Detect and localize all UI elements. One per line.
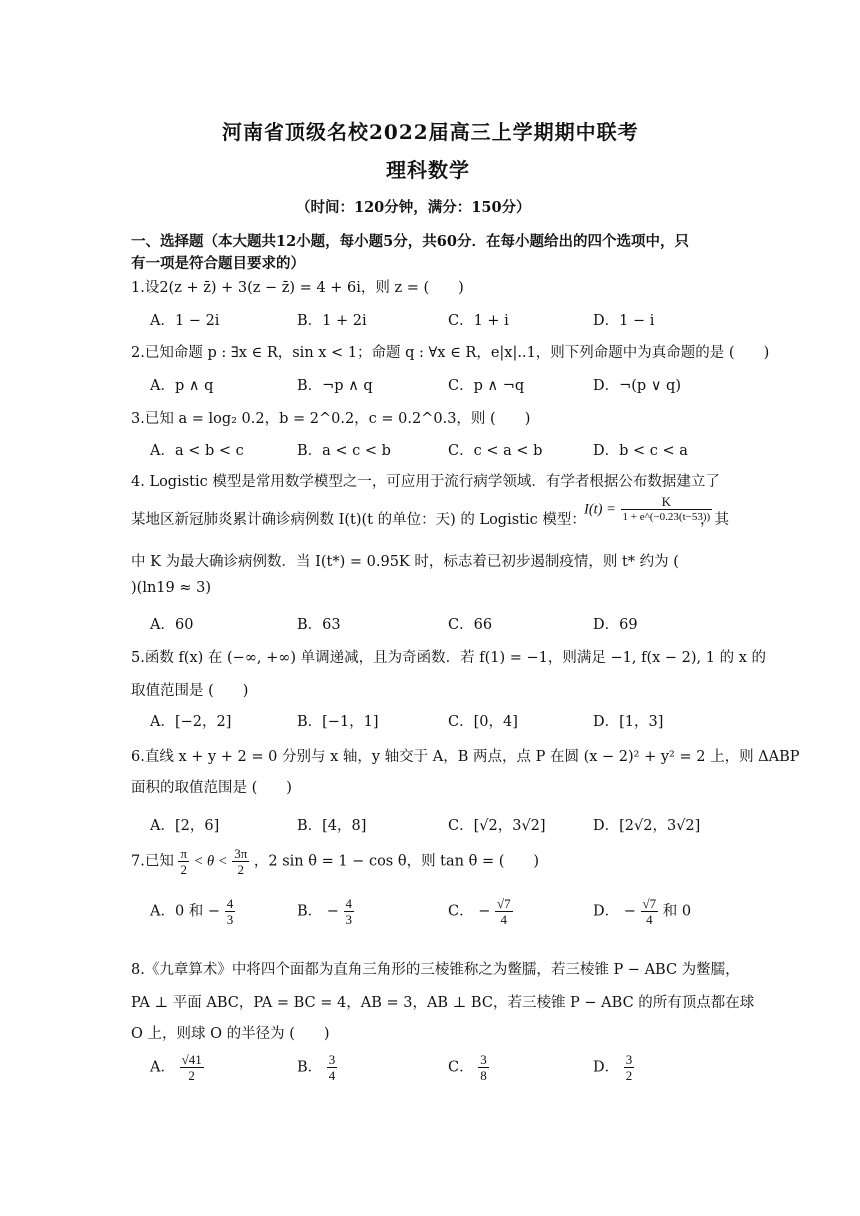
q7-c-sign: − [478,903,491,920]
question-3-stem: 3.已知 a = log₂ 0.2，b = 2^0.2，c = 0.2^0.3，则 ( ) [131,411,531,427]
q7-c-frac [495,896,513,927]
q6-option-b: B．[4，8] [297,818,367,834]
q5-option-b: B．[−1，1] [297,714,379,730]
q8-a-frac [180,1052,204,1083]
q7-b-label: B． [297,903,323,920]
q7-option-b [297,896,354,927]
q1-option-c: C．1 + i [448,313,509,329]
q7-rest: ，2 sin θ = 1 − cos θ，则 tan θ = ( ) [253,853,540,870]
question-5-stem-line2: 取值范围是 ( ) [131,683,249,699]
q8-d-label: D． [593,1059,620,1076]
question-4-stem-line1: 4. Logistic 模型是常用数学模型之一，可应用于流行病学领域．有学者根据公布数据建立了 [131,474,720,490]
q2-option-c: C．p ∧ ¬q [448,378,525,394]
q4-option-c: C．66 [448,617,493,633]
q7-d-frac [641,896,659,927]
q7-a-den: 3 [226,912,234,927]
q7-b-den: 3 [345,912,353,927]
q4-option-b: B．63 [297,617,341,633]
question-2-stem: 2.已知命题 p : ∃x ∈ R，sin x < 1；命题 q : ∀x ∈ R，e|x|..1，则下列命题中为真命题的是 ( ) [131,345,770,361]
q1-option-a: A．1 − 2i [150,313,220,329]
question-8-stem-line2: PA ⊥ 平面 ABC，PA = BC = 4，AB = 3，AB ⊥ BC，若三棱锥 P − ABC 的所有顶点都在球 [131,995,755,1011]
q1-option-d: D．1 − i [593,313,655,329]
question-8-stem-line3: O 上，则球 O 的半径为 ( ) [131,1026,330,1042]
q7-a-num: 4 [226,896,234,911]
q8-d-frac [624,1052,635,1083]
q7-c-label: C． [448,903,474,920]
q7-ineq: < θ < [193,853,228,870]
q8-b-frac [327,1052,338,1083]
question-5-stem-line1: 5.函数 f(x) 在 (−∞, +∞) 单调递减，且为奇函数．若 f(1) = −1，则满足 −1, f(x − 2), 1 的 x 的 [131,650,766,666]
subject-title: 理科数学 [386,158,470,182]
q7-frac-pi-2 [178,846,189,877]
q8-c-den: 8 [480,1068,487,1083]
q8-b-label: B． [297,1059,323,1076]
q7-frac-3pi-2 [232,846,249,877]
q8-b-den: 4 [328,1068,336,1083]
q7-d-label: D． [593,903,620,920]
q5-option-a: A．[−2，2] [150,714,232,730]
q3-option-a: A．a < b < c [150,443,244,459]
q8-b-num: 3 [328,1052,336,1067]
formula-fraction [621,494,713,525]
q5-option-d: D．[1，3] [593,714,664,730]
exam-title: 河南省顶级名校2022届高三上学期期中联考 [222,120,639,144]
q8-option-b [297,1052,337,1083]
q7-a-label: A．0 和 [150,903,204,920]
q7-b-num: 4 [345,896,353,911]
q3-option-b: B．a < c < b [297,443,391,459]
q8-c-frac [478,1052,489,1083]
q7-frac2-num: 3π [234,846,248,861]
q7-d-num: √7 [642,896,657,911]
q7-option-a [150,896,235,927]
q6-option-d: D．[2√2，3√2] [593,818,701,834]
q7-frac1-den: 2 [180,862,187,877]
question-4-stem-tail: ，其 [700,512,729,528]
q8-a-label: A． [150,1059,175,1076]
q6-option-a: A．[2，6] [150,818,220,834]
q7-d-tail: 和 0 [662,903,692,920]
q3-option-d: D．b < c < a [593,443,688,459]
q7-b-frac [344,896,355,927]
q7-frac1-num: π [180,846,188,861]
q8-d-num: 3 [625,1052,633,1067]
time-info: （时间：120分钟，满分：150分） [296,199,531,216]
q7-c-den: 4 [500,912,508,927]
q7-frac2-den: 2 [237,862,244,877]
q7-option-d [593,896,691,927]
question-6-stem-line2: 面积的取值范围是 ( ) [131,780,292,796]
q8-c-label: C． [448,1059,474,1076]
q4-option-d: D．69 [593,617,638,633]
question-4-formula [584,494,712,525]
question-4-stem-line4: )(ln19 ≈ 3) [131,580,211,596]
question-4-stem-line3: 中 K 为最大确诊病例数．当 I(t*) = 0.95K 时，标志着已初步遏制疫情，则 t* 约为 ( [131,554,679,570]
q8-a-den: 2 [188,1068,195,1083]
q7-d-sign: − [623,903,636,920]
q2-option-a: A．p ∧ q [150,378,214,394]
q3-option-c: C．c < a < b [448,443,543,459]
q8-option-c [448,1052,489,1083]
question-6-stem-line1: 6.直线 x + y + 2 = 0 分别与 x 轴，y 轴交于 A，B 两点，点 P 在圆 (x − 2)² + y² = 2 上，则 ΔABP [131,749,800,765]
section-heading-line2: 有一项是符合题目要求的） [131,255,305,272]
formula-denominator: 1 + e^(−0.23(t−53)) [622,511,711,523]
q8-c-num: 3 [480,1052,487,1067]
q8-option-a [150,1052,204,1083]
section-heading-line1: 一、选择题（本大题共12小题，每小题5分，共60分．在每小题给出的四个选项中，只 [131,233,689,250]
formula-lhs: I(t) = [584,501,616,518]
q7-a-frac [225,896,236,927]
question-4-stem-line2: 某地区新冠肺炎累计确诊病例数 I(t)(t 的单位：天) 的 Logistic 模型： [131,512,586,528]
q1-option-b: B．1 + 2i [297,313,367,329]
formula-numerator: K [621,494,713,510]
q7-c-num: √7 [496,896,511,911]
question-8-stem-line1: 8.《九章算术》中将四个面都为直角三角形的三棱锥称之为鳖臑，若三棱锥 P − ABC 为鳖臑， [131,962,740,978]
q4-option-a: A．60 [150,617,194,633]
question-7-stem [131,846,539,877]
q7-b-sign: − [326,903,339,920]
q8-d-den: 2 [625,1068,633,1083]
q2-option-b: B．¬p ∧ q [297,378,373,394]
q2-option-d: D．¬(p ∨ q) [593,378,681,394]
q7-lead: 7.已知 [131,853,174,870]
q6-option-c: C．[√2，3√2] [448,818,546,834]
question-1-stem: 1.设2(z + z̄) + 3(z − z̄) = 4 + 6i，则 z = ( ) [131,280,464,296]
q5-option-c: C．[0，4] [448,714,518,730]
q7-d-den: 4 [646,912,653,927]
q7-a-sign: − [207,903,221,920]
q8-a-num: √41 [181,1052,202,1067]
q8-option-d [593,1052,634,1083]
q7-option-c [448,896,513,927]
